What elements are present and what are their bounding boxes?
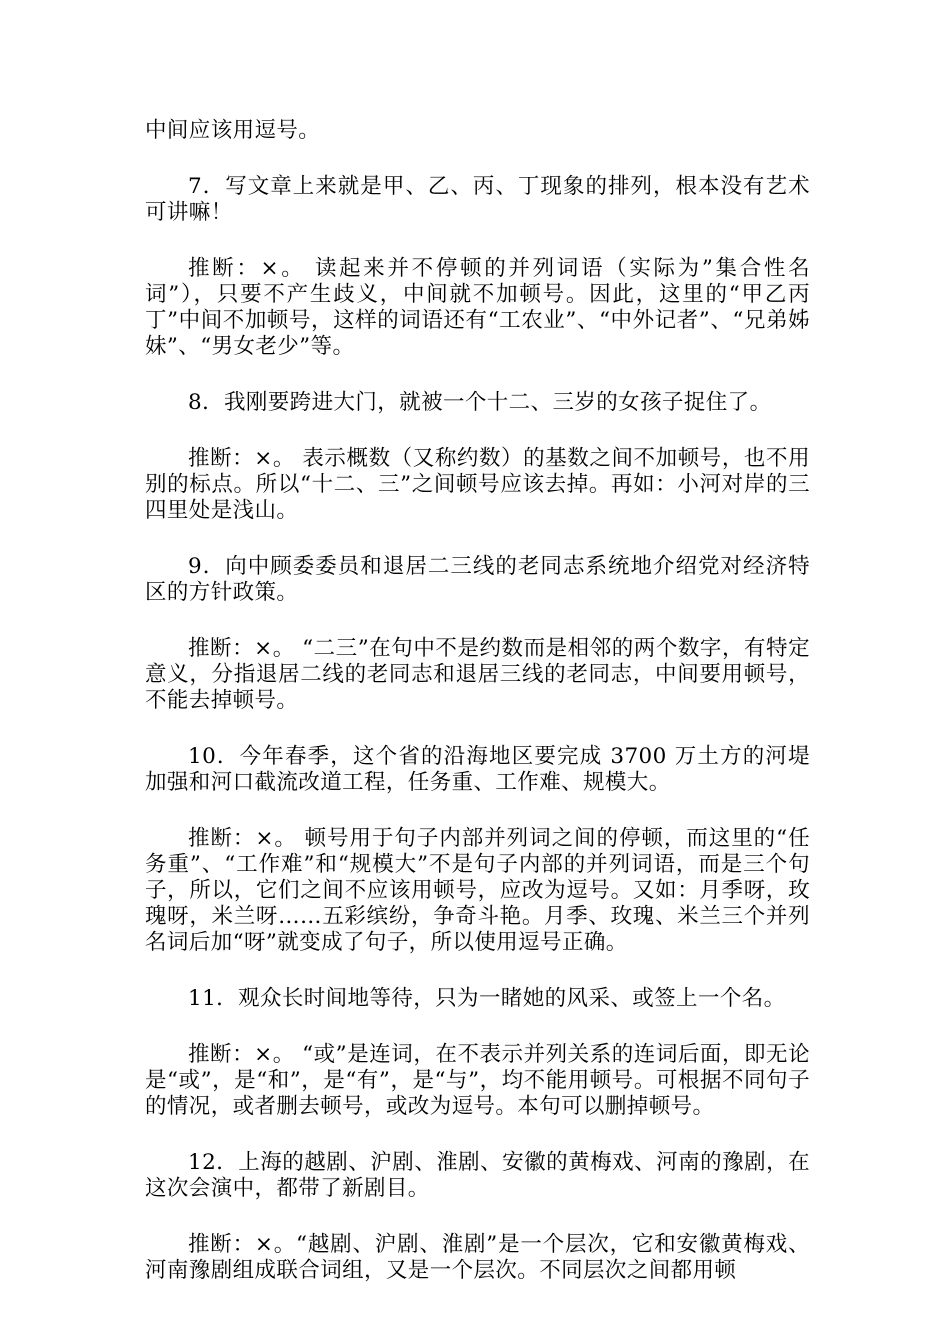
question-10: 10．今年春季，这个省的沿海地区要完成 3700 万土方的河堤加强和河口截流改道工程，任务重、工作难、规模大。	[145, 744, 810, 795]
answer-10: 推断：×。 顿号用于句子内部并列词之间的停顿，而这里的“任务重”、“工作难”和“规模大”不是句子内部的并列词语，而是三个句子，所以，它们之间不应该用顿号，应改为逗号。又如：月季呀，玫瑰呀，米兰呀……五彩缤纷，争奇斗艳。月季、玫瑰、米兰三个并列名词后加“呀”就变成了句子，所以使用逗号正确。	[145, 826, 810, 955]
paragraph: 中间应该用逗号。	[145, 118, 321, 143]
answer-9: 推断：×。 “二三”在句中不是约数而是相邻的两个数字，有特定意义，分指退居二线的老同志和退居三线的老同志，中间要用顿号，不能去掉顿号。	[145, 636, 810, 713]
question-11: 11．观众长时间地等待，只为一睹她的风采、或签上一个名。	[188, 986, 786, 1011]
answer-8: 推断：×。 表示概数（又称约数）的基数之间不加顿号，也不用别的标点。所以“十二、三”之间顿号应该去掉。再如：小河对岸的三四里处是浅山。	[145, 446, 810, 523]
document-body	[145, 118, 810, 1314]
answer-7: 推断：×。 读起来并不停顿的并列词语（实际为”集合性名词”），只要不产生歧义，中间就不加顿号。因此，这里的“甲乙丙丁”中间不加顿号，这样的词语还有“工农业”、“中外记者”、“兄弟姊妹”、“男女老少”等。	[145, 256, 810, 359]
question-7: 7．写文章上来就是甲、乙、丙、丁现象的排列，根本没有艺术可讲嘛！	[145, 174, 810, 225]
question-8: 8．我刚要跨进大门，就被一个十二、三岁的女孩子捉住了。	[188, 390, 772, 415]
answer-11: 推断：×。 “或”是连词，在不表示并列关系的连词后面，即无论是“或”，是“和”，是“有”，是“与”，均不能用顿号。可根据不同句子的情况，或者删去顿号，或改为逗号。本句可以删掉顿号。	[145, 1042, 810, 1119]
question-9: 9．向中顾委委员和退居二三线的老同志系统地介绍党对经济特区的方针政策。	[145, 554, 810, 605]
answer-12: 推断：×。“越剧、沪剧、淮剧”是一个层次，它和安徽黄梅戏、河南豫剧组成联合词组，又是一个层次。不同层次之间都用顿	[145, 1232, 810, 1283]
question-12: 12．上海的越剧、沪剧、淮剧、安徽的黄梅戏、河南的豫剧，在这次会演中，都带了新剧目。	[145, 1150, 810, 1201]
